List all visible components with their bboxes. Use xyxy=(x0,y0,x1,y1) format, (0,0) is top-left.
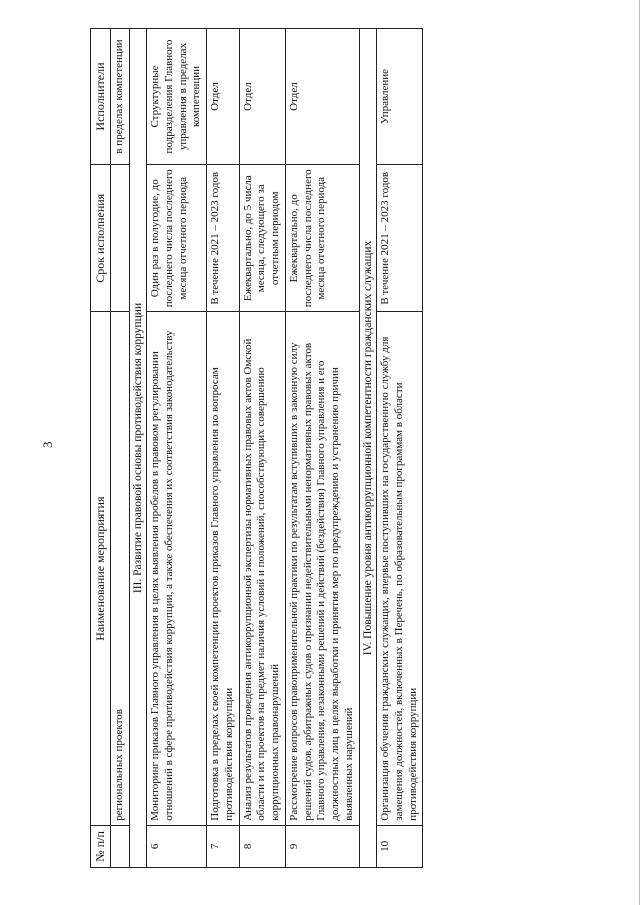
section-row xyxy=(129,29,146,868)
cell-term xyxy=(111,165,130,312)
cell-name: Организация обучения гражданских служащих, впервые поступивших на государственную службу для замещения должностей, включенных в Перечень, по образовательным программам в области противодействия коррупции xyxy=(377,312,423,825)
table-row xyxy=(207,29,240,868)
page-number: 3 xyxy=(40,441,55,448)
cell-exec: Структурные подразделения Главного управления в пределах компетенции xyxy=(147,29,207,165)
cell-term: Ежеквартально, до последнего числа последнего месяца отчетного периода xyxy=(285,165,359,312)
section-title: III. Развитие правовой основы противодействия коррупции xyxy=(129,29,146,868)
cell-num: 7 xyxy=(207,825,240,867)
cell-num: 8 xyxy=(239,825,285,867)
cell-name: Анализ результатов проведения антикоррупционной экспертизы нормативных правовых актов Омской области и их проектов на предмет наличия условий и положений, способствующих совершению коррупционных правонарушений xyxy=(239,312,285,825)
header-name: Наименование мероприятия xyxy=(91,312,111,825)
header-term: Срок исполнения xyxy=(91,165,111,312)
cell-term: В течение 2021 – 2023 годов xyxy=(377,165,423,312)
section-title: IV. Повышение уровня антикоррупционной компетентности гражданских служащих xyxy=(359,29,376,868)
measures-table-rotated xyxy=(90,28,630,868)
cell-num: 10 xyxy=(377,825,423,867)
section-row xyxy=(359,29,376,868)
cell-name: региональных проектов xyxy=(111,312,130,825)
cell-exec: Отдел xyxy=(207,29,240,165)
cell-exec: Отдел xyxy=(285,29,359,165)
cell-exec: Управление xyxy=(377,29,423,165)
table-row xyxy=(111,29,130,868)
cell-name: Мониторинг приказов Главного управления в целях выявления пробелов в правовом регулировании отношений в сфере противодействия коррупции, а также обеспечения их соответствия законодательству xyxy=(147,312,207,825)
table-header-row xyxy=(91,29,111,868)
cell-exec: в пределах компетенции xyxy=(111,29,130,165)
cell-term: Ежеквартально, до 5 числа месяца, следующего за отчетным периодом xyxy=(239,165,285,312)
measures-table xyxy=(90,28,423,868)
cell-exec: Отдел xyxy=(239,29,285,165)
table-row xyxy=(285,29,359,868)
cell-term: В течение 2021 – 2023 годов xyxy=(207,165,240,312)
header-exec: Исполнители xyxy=(91,29,111,165)
cell-term: Один раз в полугодие, до последнего числа последнего месяца отчетного периода xyxy=(147,165,207,312)
cell-name: Рассмотрение вопросов правоприменительной практики по результатам вступивших в законную силу решений судов, арбитражных судов о признании недействительными ненормативных правовых актов Главного управления, незаконными решений и действий (бездействия) Главного управления и его должностных лиц в целях выработки и принятия мер по предупреждению и устранению причин выявленных нарушений xyxy=(285,312,359,825)
table-row xyxy=(239,29,285,868)
header-num: № п/п xyxy=(91,825,111,867)
cell-name: Подготовка в пределах своей компетенции проектов приказов Главного управления по вопросам противодействия коррупции xyxy=(207,312,240,825)
table-row xyxy=(377,29,423,868)
cell-num: 9 xyxy=(285,825,359,867)
table-row xyxy=(147,29,207,868)
cell-num: 6 xyxy=(147,825,207,867)
